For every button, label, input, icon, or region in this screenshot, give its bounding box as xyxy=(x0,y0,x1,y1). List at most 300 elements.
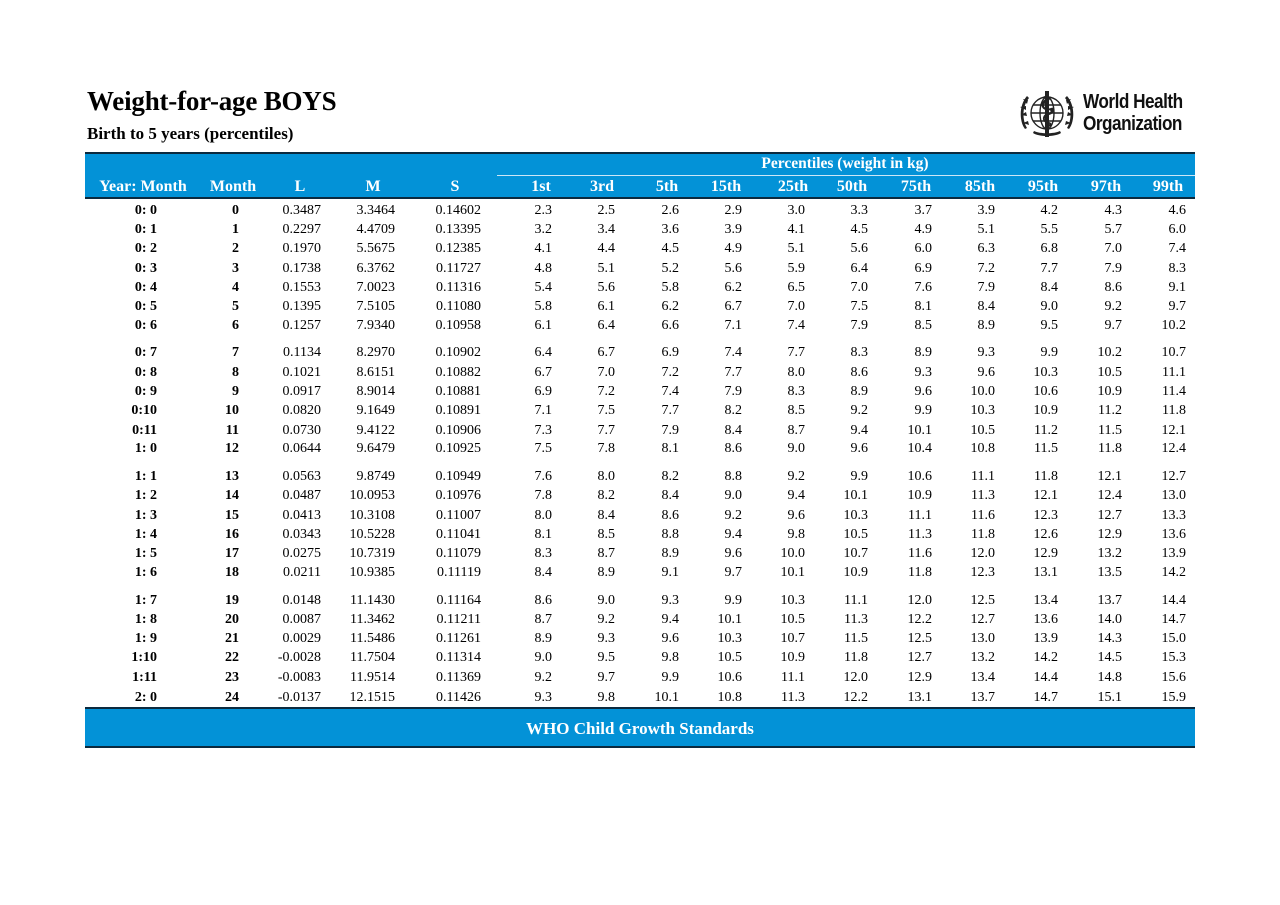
cell-p1: 9.2 xyxy=(534,670,552,685)
cell-p5: 10.1 xyxy=(654,690,679,705)
cell-p25: 3.0 xyxy=(787,203,805,218)
cell-p99: 13.9 xyxy=(1161,546,1186,561)
cell-l: 0.0211 xyxy=(283,565,321,580)
cell-year-month: 0: 0 xyxy=(134,203,157,218)
cell-l: 0.0275 xyxy=(282,546,321,561)
cell-p97: 11.8 xyxy=(1098,441,1122,456)
cell-year-month: 1: 4 xyxy=(134,527,157,542)
cell-month: 6 xyxy=(232,318,239,333)
cell-p95: 5.5 xyxy=(1040,222,1058,237)
cell-month: 24 xyxy=(225,690,239,705)
cell-month: 19 xyxy=(225,593,239,608)
cell-p99: 11.4 xyxy=(1162,384,1186,399)
cell-p97: 7.9 xyxy=(1104,261,1122,276)
cell-p15: 8.2 xyxy=(724,403,742,418)
cell-p5: 8.6 xyxy=(661,508,679,523)
column-header-m: M xyxy=(365,178,381,195)
cell-s: 0.11261 xyxy=(436,631,481,646)
cell-l: 0.0087 xyxy=(282,612,321,627)
cell-p50: 11.5 xyxy=(844,631,868,646)
cell-p25: 9.0 xyxy=(787,441,805,456)
cell-year-month: 1: 0 xyxy=(134,441,157,456)
cell-p3: 7.7 xyxy=(597,423,615,438)
cell-p75: 9.3 xyxy=(914,365,932,380)
cell-month: 13 xyxy=(225,469,239,484)
cell-p15: 7.4 xyxy=(724,345,742,360)
logo-line-1: World Health xyxy=(1083,91,1183,113)
cell-p25: 5.9 xyxy=(787,261,805,276)
cell-p85: 12.5 xyxy=(970,593,995,608)
cell-p15: 10.6 xyxy=(717,670,742,685)
cell-p97: 14.3 xyxy=(1097,631,1122,646)
cell-p1: 7.8 xyxy=(534,488,552,503)
footer-text: WHO Child Growth Standards xyxy=(526,719,754,738)
cell-p95: 11.2 xyxy=(1034,423,1058,438)
cell-p85: 10.0 xyxy=(970,384,995,399)
cell-p99: 11.1 xyxy=(1162,365,1186,380)
cell-p15: 8.8 xyxy=(724,469,742,484)
cell-month: 3 xyxy=(232,261,239,276)
cell-p97: 15.1 xyxy=(1097,690,1122,705)
cell-m: 7.0023 xyxy=(356,280,395,295)
cell-p97: 11.2 xyxy=(1098,403,1122,418)
cell-p3: 9.2 xyxy=(597,612,615,627)
cell-l: 0.0029 xyxy=(282,631,321,646)
cell-p85: 10.3 xyxy=(970,403,995,418)
cell-p3: 7.0 xyxy=(597,365,615,380)
cell-year-month: 1: 1 xyxy=(134,469,157,484)
cell-p50: 9.9 xyxy=(850,469,868,484)
cell-m: 7.9340 xyxy=(356,318,395,333)
cell-p1: 4.1 xyxy=(534,241,552,256)
cell-year-month: 0: 1 xyxy=(134,222,157,237)
cell-p99: 13.0 xyxy=(1161,488,1186,503)
cell-p5: 6.2 xyxy=(661,299,679,314)
cell-m: 11.3462 xyxy=(350,612,395,627)
cell-p99: 14.4 xyxy=(1161,593,1186,608)
cell-p50: 5.6 xyxy=(850,241,868,256)
cell-p1: 9.0 xyxy=(534,650,552,665)
column-header-p50: 50th xyxy=(836,178,868,195)
cell-p15: 9.0 xyxy=(724,488,742,503)
cell-p25: 5.1 xyxy=(787,241,805,256)
cell-p99: 14.2 xyxy=(1161,565,1186,580)
cell-p3: 5.6 xyxy=(597,280,615,295)
cell-p25: 4.1 xyxy=(787,222,805,237)
cell-m: 11.9514 xyxy=(350,670,395,685)
cell-l: 0.3487 xyxy=(282,203,321,218)
cell-p95: 13.1 xyxy=(1033,565,1058,580)
cell-p50: 10.7 xyxy=(843,546,868,561)
cell-p97: 7.0 xyxy=(1104,241,1122,256)
cell-p5: 9.6 xyxy=(661,631,679,646)
cell-p5: 5.2 xyxy=(661,261,679,276)
cell-p97: 14.0 xyxy=(1097,612,1122,627)
cell-p97: 10.2 xyxy=(1097,345,1122,360)
cell-p5: 9.1 xyxy=(661,565,679,580)
cell-p1: 5.4 xyxy=(534,280,552,295)
cell-p75: 10.9 xyxy=(907,488,932,503)
cell-s: 0.11314 xyxy=(436,650,481,665)
cell-p15: 7.1 xyxy=(724,318,742,333)
cell-p15: 10.3 xyxy=(717,631,742,646)
cell-year-month: 0: 4 xyxy=(134,280,157,295)
cell-p97: 12.7 xyxy=(1097,508,1122,523)
cell-p75: 6.9 xyxy=(914,261,932,276)
cell-p15: 8.4 xyxy=(724,423,742,438)
cell-p1: 9.3 xyxy=(534,690,552,705)
cell-m: 7.5105 xyxy=(356,299,395,314)
cell-p85: 11.1 xyxy=(971,469,995,484)
cell-p75: 9.9 xyxy=(914,403,932,418)
cell-p85: 10.8 xyxy=(970,441,995,456)
cell-year-month: 1: 3 xyxy=(134,508,157,523)
cell-p97: 14.5 xyxy=(1097,650,1122,665)
cell-m: 10.5228 xyxy=(349,527,395,542)
cell-p5: 8.4 xyxy=(661,488,679,503)
cell-p5: 9.9 xyxy=(661,670,679,685)
cell-p75: 12.7 xyxy=(907,650,932,665)
cell-month: 9 xyxy=(232,384,239,399)
cell-p97: 8.6 xyxy=(1104,280,1122,295)
cell-p5: 6.9 xyxy=(661,345,679,360)
cell-p95: 14.2 xyxy=(1033,650,1058,665)
cell-p95: 13.9 xyxy=(1033,631,1058,646)
cell-p5: 8.8 xyxy=(661,527,679,542)
cell-p1: 8.0 xyxy=(534,508,552,523)
cell-p5: 8.1 xyxy=(661,441,679,456)
cell-month: 5 xyxy=(232,299,239,314)
cell-p99: 12.4 xyxy=(1161,441,1186,456)
cell-p1: 7.1 xyxy=(534,403,552,418)
cell-p50: 6.4 xyxy=(850,261,868,276)
cell-p25: 10.5 xyxy=(780,612,805,627)
cell-p50: 9.6 xyxy=(850,441,868,456)
cell-p75: 10.1 xyxy=(907,423,932,438)
cell-p15: 9.9 xyxy=(724,593,742,608)
cell-p99: 14.7 xyxy=(1161,612,1186,627)
cell-s: 0.10958 xyxy=(435,318,481,333)
cell-p1: 6.9 xyxy=(534,384,552,399)
cell-p99: 9.7 xyxy=(1168,299,1186,314)
cell-year-month: 0: 9 xyxy=(134,384,157,399)
cell-p50: 8.9 xyxy=(850,384,868,399)
cell-p50: 11.8 xyxy=(844,650,868,665)
cell-p1: 4.8 xyxy=(534,261,552,276)
cell-year-month: 1: 5 xyxy=(134,546,157,561)
cell-p97: 12.4 xyxy=(1097,488,1122,503)
cell-p3: 6.7 xyxy=(597,345,615,360)
cell-p50: 3.3 xyxy=(850,203,868,218)
cell-month: 8 xyxy=(232,365,239,380)
logo-line-2: Organization xyxy=(1083,113,1182,135)
cell-p15: 3.9 xyxy=(724,222,742,237)
cell-p97: 4.3 xyxy=(1104,203,1122,218)
cell-p25: 7.4 xyxy=(787,318,805,333)
cell-month: 1 xyxy=(232,222,239,237)
cell-m: 11.5486 xyxy=(350,631,395,646)
cell-p95: 6.8 xyxy=(1040,241,1058,256)
cell-p3: 7.5 xyxy=(597,403,615,418)
cell-l: 0.0563 xyxy=(282,469,321,484)
cell-p3: 2.5 xyxy=(597,203,615,218)
cell-l: 0.1134 xyxy=(283,345,321,360)
cell-month: 11 xyxy=(225,423,239,438)
cell-s: 0.10891 xyxy=(435,403,481,418)
cell-p25: 9.8 xyxy=(787,527,805,542)
cell-p95: 10.3 xyxy=(1033,365,1058,380)
cell-year-month: 1: 8 xyxy=(134,612,157,627)
cell-p75: 12.0 xyxy=(907,593,932,608)
cell-p25: 6.5 xyxy=(787,280,805,295)
cell-p5: 9.3 xyxy=(661,593,679,608)
cell-p97: 9.2 xyxy=(1104,299,1122,314)
cell-p1: 6.1 xyxy=(534,318,552,333)
cell-s: 0.11119 xyxy=(437,565,481,580)
cell-p15: 4.9 xyxy=(724,241,742,256)
cell-month: 21 xyxy=(225,631,239,646)
cell-p97: 13.2 xyxy=(1097,546,1122,561)
cell-p75: 12.2 xyxy=(907,612,932,627)
cell-p85: 11.6 xyxy=(971,508,995,523)
cell-p85: 12.3 xyxy=(970,565,995,580)
cell-year-month: 0: 6 xyxy=(134,318,157,333)
cell-p25: 11.1 xyxy=(781,670,805,685)
cell-s: 0.10906 xyxy=(435,423,481,438)
cell-p50: 11.1 xyxy=(844,593,868,608)
column-header-s: S xyxy=(450,178,460,195)
column-header-month: Month xyxy=(209,178,257,195)
cell-p99: 15.9 xyxy=(1161,690,1186,705)
cell-s: 0.13395 xyxy=(435,222,481,237)
cell-p97: 13.5 xyxy=(1097,565,1122,580)
cell-p3: 8.0 xyxy=(597,469,615,484)
cell-p75: 8.1 xyxy=(914,299,932,314)
cell-p75: 11.8 xyxy=(908,565,932,580)
cell-p85: 13.2 xyxy=(970,650,995,665)
cell-p50: 10.3 xyxy=(843,508,868,523)
cell-s: 0.11080 xyxy=(436,299,481,314)
cell-p3: 8.2 xyxy=(597,488,615,503)
column-header-p85: 85th xyxy=(964,178,996,195)
cell-p99: 15.0 xyxy=(1161,631,1186,646)
percentiles-caption: Percentiles (weight in kg) xyxy=(761,155,929,172)
cell-p75: 10.6 xyxy=(907,469,932,484)
cell-l: 0.0413 xyxy=(282,508,321,523)
cell-l: 0.1553 xyxy=(282,280,321,295)
cell-l: 0.1257 xyxy=(282,318,321,333)
column-header-p97: 97th xyxy=(1090,178,1122,195)
cell-p25: 10.3 xyxy=(780,593,805,608)
cell-month: 0 xyxy=(232,203,239,218)
cell-p95: 13.4 xyxy=(1033,593,1058,608)
cell-p95: 14.7 xyxy=(1033,690,1058,705)
cell-p1: 3.2 xyxy=(534,222,552,237)
cell-p95: 7.7 xyxy=(1040,261,1058,276)
column-header-p5: 5th xyxy=(655,178,679,195)
cell-p25: 9.6 xyxy=(787,508,805,523)
cell-s: 0.10925 xyxy=(435,441,481,456)
cell-p15: 10.1 xyxy=(717,612,742,627)
cell-p50: 8.3 xyxy=(850,345,868,360)
cell-l: 0.1970 xyxy=(282,241,321,256)
cell-p5: 8.9 xyxy=(661,546,679,561)
cell-p99: 8.3 xyxy=(1168,261,1186,276)
cell-year-month: 0: 3 xyxy=(134,261,157,276)
cell-p95: 4.2 xyxy=(1040,203,1058,218)
cell-p3: 9.7 xyxy=(597,670,615,685)
cell-p85: 12.0 xyxy=(970,546,995,561)
cell-p99: 15.3 xyxy=(1161,650,1186,665)
cell-s: 0.11211 xyxy=(436,612,481,627)
cell-year-month: 1:11 xyxy=(132,670,157,685)
cell-s: 0.10881 xyxy=(435,384,481,399)
cell-s: 0.11426 xyxy=(436,690,481,705)
cell-p99: 6.0 xyxy=(1168,222,1186,237)
cell-p50: 12.0 xyxy=(843,670,868,685)
cell-p5: 7.2 xyxy=(661,365,679,380)
cell-p75: 11.1 xyxy=(908,508,932,523)
cell-p75: 11.3 xyxy=(908,527,932,542)
cell-p25: 10.9 xyxy=(780,650,805,665)
cell-p95: 8.4 xyxy=(1040,280,1058,295)
cell-month: 10 xyxy=(225,403,239,418)
cell-year-month: 1: 9 xyxy=(134,631,157,646)
cell-p97: 12.9 xyxy=(1097,527,1122,542)
cell-m: 8.9014 xyxy=(356,384,395,399)
cell-m: 11.1430 xyxy=(350,593,395,608)
cell-l: 0.0148 xyxy=(282,593,321,608)
cell-m: 9.8749 xyxy=(356,469,395,484)
cell-l: 0.0343 xyxy=(282,527,321,542)
cell-p1: 8.3 xyxy=(534,546,552,561)
cell-p50: 10.5 xyxy=(843,527,868,542)
cell-p85: 9.6 xyxy=(977,365,995,380)
cell-s: 0.11316 xyxy=(436,280,481,295)
cell-s: 0.11164 xyxy=(436,593,481,608)
column-header-p25: 25th xyxy=(777,178,809,195)
cell-p95: 9.5 xyxy=(1040,318,1058,333)
cell-p50: 4.5 xyxy=(850,222,868,237)
cell-p15: 9.7 xyxy=(724,565,742,580)
cell-m: 9.4122 xyxy=(356,423,395,438)
cell-p5: 7.9 xyxy=(661,423,679,438)
percentiles-underline xyxy=(497,175,1195,176)
cell-p85: 13.7 xyxy=(970,690,995,705)
cell-l: -0.0083 xyxy=(277,670,321,685)
cell-p15: 2.9 xyxy=(724,203,742,218)
cell-month: 14 xyxy=(225,488,239,503)
cell-m: 10.9385 xyxy=(349,565,395,580)
cell-p99: 7.4 xyxy=(1168,241,1186,256)
cell-p5: 2.6 xyxy=(661,203,679,218)
cell-s: 0.12385 xyxy=(435,241,481,256)
cell-p50: 8.6 xyxy=(850,365,868,380)
cell-p15: 7.9 xyxy=(724,384,742,399)
cell-p75: 12.5 xyxy=(907,631,932,646)
cell-m: 3.3464 xyxy=(356,203,395,218)
column-header-p3: 3rd xyxy=(590,178,614,195)
cell-s: 0.10902 xyxy=(435,345,481,360)
cell-p75: 4.9 xyxy=(914,222,932,237)
cell-s: 0.11079 xyxy=(436,546,481,561)
cell-p99: 12.7 xyxy=(1161,469,1186,484)
cell-month: 16 xyxy=(225,527,239,542)
cell-s: 0.11007 xyxy=(436,508,481,523)
cell-p97: 13.7 xyxy=(1097,593,1122,608)
cell-year-month: 1:10 xyxy=(131,650,157,665)
cell-p85: 8.9 xyxy=(977,318,995,333)
cell-p97: 14.8 xyxy=(1097,670,1122,685)
cell-p3: 8.4 xyxy=(597,508,615,523)
column-header-p15: 15th xyxy=(710,178,742,195)
cell-p99: 15.6 xyxy=(1161,670,1186,685)
column-header-l: L xyxy=(294,178,306,195)
cell-p99: 10.2 xyxy=(1161,318,1186,333)
cell-l: 0.0730 xyxy=(282,423,321,438)
cell-p5: 5.8 xyxy=(661,280,679,295)
cell-p1: 2.3 xyxy=(534,203,552,218)
cell-p99: 9.1 xyxy=(1168,280,1186,295)
cell-p5: 7.7 xyxy=(661,403,679,418)
cell-p85: 13.4 xyxy=(970,670,995,685)
cell-p85: 12.7 xyxy=(970,612,995,627)
cell-p3: 4.4 xyxy=(597,241,615,256)
cell-p50: 9.2 xyxy=(850,403,868,418)
cell-m: 11.7504 xyxy=(350,650,395,665)
cell-p75: 3.7 xyxy=(914,203,932,218)
cell-p25: 8.0 xyxy=(787,365,805,380)
cell-p97: 12.1 xyxy=(1097,469,1122,484)
cell-p25: 8.5 xyxy=(787,403,805,418)
cell-month: 22 xyxy=(225,650,239,665)
cell-l: 0.0644 xyxy=(282,441,321,456)
cell-p99: 11.8 xyxy=(1162,403,1186,418)
cell-p97: 5.7 xyxy=(1104,222,1122,237)
cell-p75: 7.6 xyxy=(914,280,932,295)
cell-p5: 4.5 xyxy=(661,241,679,256)
cell-p3: 9.5 xyxy=(597,650,615,665)
cell-p3: 6.4 xyxy=(597,318,615,333)
cell-month: 23 xyxy=(225,670,239,685)
cell-p85: 10.5 xyxy=(970,423,995,438)
cell-p3: 8.9 xyxy=(597,565,615,580)
cell-p25: 10.7 xyxy=(780,631,805,646)
cell-month: 20 xyxy=(225,612,239,627)
cell-m: 8.6151 xyxy=(356,365,395,380)
cell-p3: 6.1 xyxy=(597,299,615,314)
cell-s: 0.11369 xyxy=(436,670,481,685)
cell-l: 0.1738 xyxy=(282,261,321,276)
column-header-p99: 99th xyxy=(1152,178,1184,195)
cell-p3: 5.1 xyxy=(597,261,615,276)
cell-p50: 7.5 xyxy=(850,299,868,314)
cell-p95: 12.6 xyxy=(1033,527,1058,542)
cell-m: 10.3108 xyxy=(349,508,395,523)
cell-p85: 9.3 xyxy=(977,345,995,360)
cell-p1: 7.3 xyxy=(534,423,552,438)
cell-p3: 9.0 xyxy=(597,593,615,608)
cell-p5: 6.6 xyxy=(661,318,679,333)
cell-p25: 10.1 xyxy=(780,565,805,580)
cell-p1: 8.6 xyxy=(534,593,552,608)
cell-p95: 9.9 xyxy=(1040,345,1058,360)
cell-p5: 3.6 xyxy=(661,222,679,237)
cell-p85: 7.9 xyxy=(977,280,995,295)
cell-m: 5.5675 xyxy=(356,241,395,256)
column-header-p1: 1st xyxy=(531,178,551,195)
cell-p50: 9.4 xyxy=(850,423,868,438)
